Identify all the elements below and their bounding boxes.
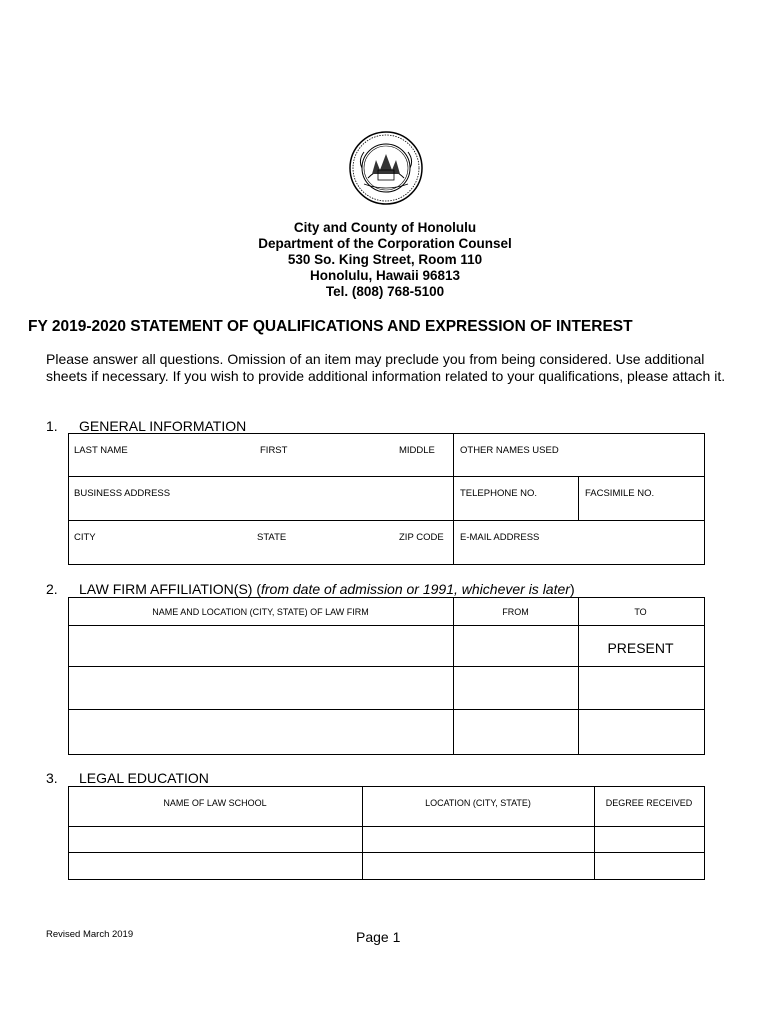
from-input-row-1[interactable]	[454, 626, 578, 666]
column-header-law-firm: NAME AND LOCATION (CITY, STATE) OF LAW FIRM	[152, 607, 369, 617]
degree-input-row-2[interactable]	[595, 853, 703, 878]
column-header-degree: DEGREE RECEIVED	[605, 798, 693, 808]
law-school-input-row-1[interactable]	[68, 827, 362, 852]
table-divider	[68, 520, 704, 521]
from-input-row-3[interactable]	[454, 710, 578, 753]
revision-date: Revised March 2019	[46, 929, 134, 940]
section-2-title-note: from date of admission or 1991, whichever is later	[261, 581, 570, 597]
table-divider	[578, 476, 579, 520]
section-3-title: LEGAL EDUCATION	[79, 770, 209, 786]
law-firm-input-row-1[interactable]	[68, 626, 453, 666]
agency-header	[0, 220, 770, 300]
section-2-title	[79, 581, 575, 597]
table-divider	[68, 476, 704, 477]
header-line-city-state: Honolulu, Hawaii 96813	[309, 268, 461, 283]
location-input-row-2[interactable]	[363, 853, 594, 878]
business-address-field[interactable]: BUSINESS ADDRESS	[74, 488, 171, 499]
last-name-field[interactable]: LAST NAME	[74, 445, 128, 456]
header-line-department: Department of the Corporation Counsel	[258, 236, 512, 251]
to-input-row-2[interactable]	[579, 667, 703, 709]
column-header-from: FROM	[502, 607, 529, 617]
table-divider	[453, 433, 454, 564]
present-value: PRESENT	[607, 640, 674, 656]
column-header-to: TO	[634, 607, 647, 617]
general-information-table	[68, 433, 705, 565]
law-firm-input-row-2[interactable]	[68, 667, 453, 709]
degree-input-row-1[interactable]	[595, 827, 703, 852]
middle-name-field[interactable]: MIDDLE	[399, 445, 435, 456]
header-line-phone: Tel. (808) 768-5100	[325, 284, 445, 299]
section-2-title-end: )	[569, 581, 575, 597]
section-2-title-main: LAW FIRM AFFILIATION(S) (	[79, 581, 261, 597]
section-2-number: 2.	[46, 581, 58, 597]
law-school-input-row-2[interactable]	[68, 853, 362, 878]
city-county-seal-icon	[348, 130, 424, 206]
column-header-law-school: NAME OF LAW SCHOOL	[163, 798, 267, 808]
first-name-field[interactable]: FIRST	[260, 445, 288, 456]
header-line-street: 530 So. King Street, Room 110	[287, 252, 483, 267]
email-field[interactable]: E-MAIL ADDRESS	[460, 532, 540, 543]
facsimile-field[interactable]: FACSIMILE NO.	[585, 488, 655, 499]
location-input-row-1[interactable]	[363, 827, 594, 852]
section-1-number: 1.	[46, 418, 58, 434]
telephone-field[interactable]: TELEPHONE NO.	[460, 488, 538, 499]
zip-code-field[interactable]: ZIP CODE	[399, 532, 444, 543]
page-number: Page 1	[356, 929, 401, 945]
state-field[interactable]: STATE	[257, 532, 287, 543]
to-input-row-3[interactable]	[579, 710, 703, 753]
column-header-location: LOCATION (CITY, STATE)	[425, 798, 531, 808]
instructions-paragraph: Please answer all questions. Omission of an item may preclude you from being considered. Use additional sheets if necessary. If you wish to provide additional information related to your qualifications, please attach it.	[46, 351, 726, 384]
header-line-city: City and County of Honolulu	[293, 220, 477, 235]
other-names-field[interactable]: OTHER NAMES USED	[460, 445, 559, 456]
section-3-number: 3.	[46, 770, 58, 786]
law-firm-input-row-3[interactable]	[68, 710, 453, 753]
document-title: FY 2019-2020 STATEMENT OF QUALIFICATIONS AND EXPRESSION OF INTEREST	[28, 318, 633, 335]
city-field[interactable]: CITY	[74, 532, 96, 543]
section-1-title: GENERAL INFORMATION	[79, 418, 247, 434]
from-input-row-2[interactable]	[454, 667, 578, 709]
